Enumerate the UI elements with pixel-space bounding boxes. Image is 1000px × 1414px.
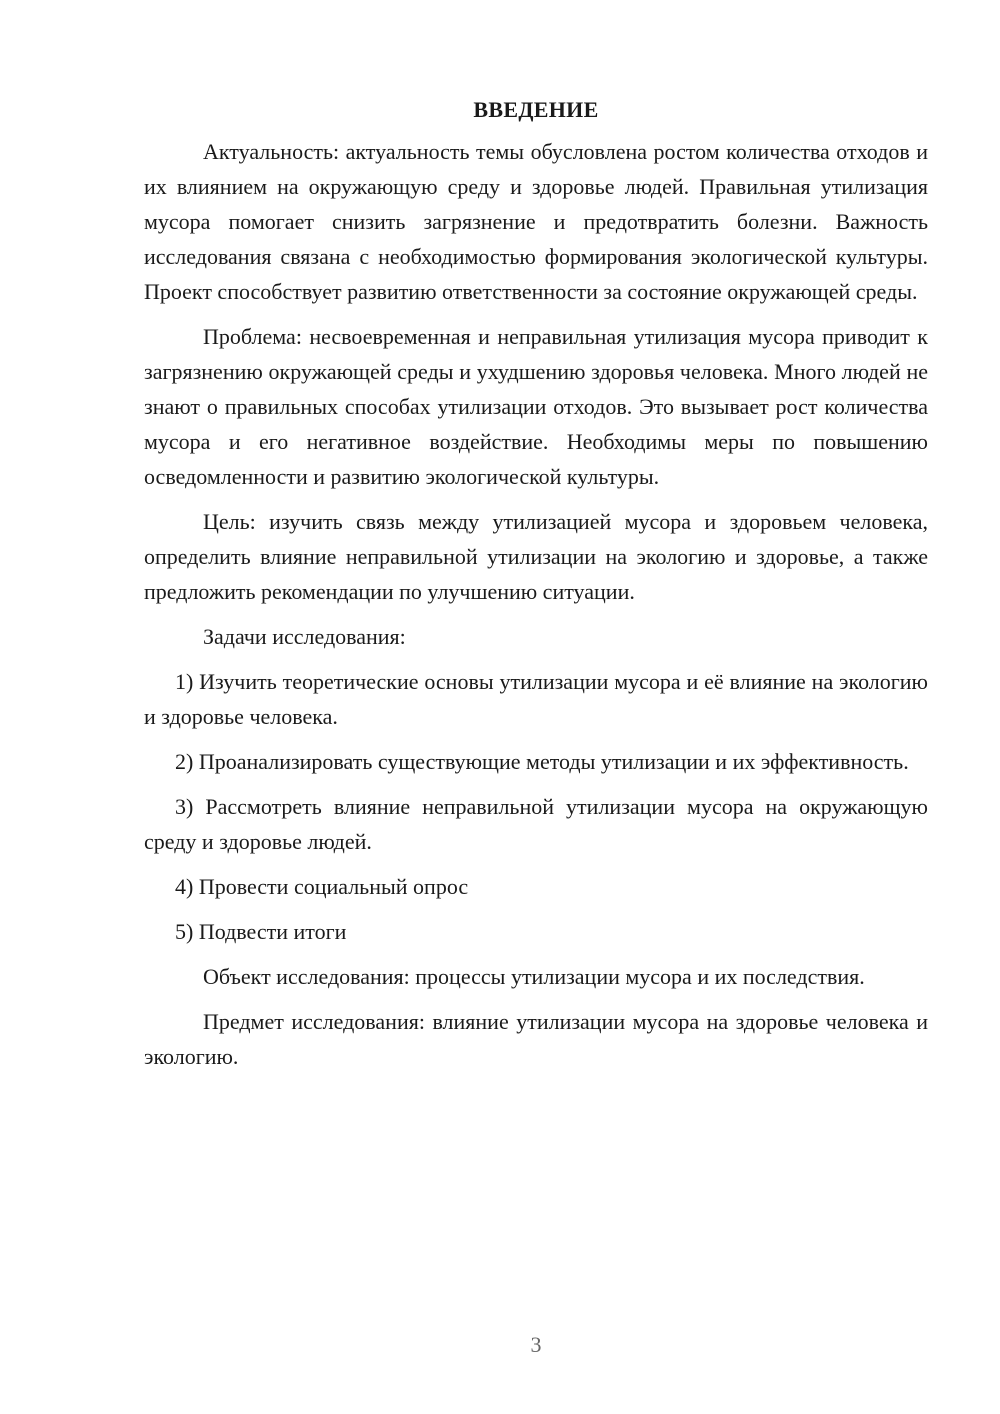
tasks-list	[144, 664, 928, 949]
list-item-task-3: 3) Рассмотреть влияние неправильной утилизации мусора на окружающую среду и здоровье людей.	[144, 794, 928, 854]
paragraph-problem: Проблема: несвоевременная и неправильная утилизация мусора приводит к загрязнению окружающей среды и ухудшению здоровья человека. Много людей не знают о правильных способах утилизации отходов. Это вызывает рост количества мусора и его негативное воздействие. Необходимы меры по повышению осведомленности и развитию экологической культуры.	[144, 324, 928, 489]
list-item-task-4: 4) Провести социальный опрос	[175, 874, 469, 899]
paragraph-goal: Цель: изучить связь между утилизацией мусора и здоровьем человека, определить влияние неправильной утилизации на экологию и здоровье, а также предложить рекомендации по улучшению ситуации.	[144, 509, 928, 604]
document-page	[144, 92, 928, 1084]
page-title: ВВЕДЕНИЕ	[473, 97, 599, 122]
list-item-task-5: 5) Подвести итоги	[175, 919, 347, 944]
paragraph-object: Объект исследования: процессы утилизации мусора и их последствия.	[203, 964, 865, 989]
tasks-heading: Задачи исследования:	[203, 624, 406, 649]
paragraph-relevance: Актуальность: актуальность темы обусловлена ростом количества отходов и их влиянием на окружающую среду и здоровье людей. Правильная утилизация мусора помогает снизить загрязнение и предотвратить болезни. Важность исследования связана с необходимостью формирования экологической культуры. Проект способствует развитию ответственности за состояние окружающей среды.	[144, 139, 928, 304]
paragraph-subject: Предмет исследования: влияние утилизации мусора на здоровье человека и экологию.	[144, 1009, 928, 1069]
page-number: 3	[530, 1332, 542, 1357]
list-item-task-2: 2) Проанализировать существующие методы утилизации и их эффективность.	[175, 749, 909, 774]
list-item-task-1: 1) Изучить теоретические основы утилизации мусора и её влияние на экологию и здоровье человека.	[144, 669, 928, 729]
